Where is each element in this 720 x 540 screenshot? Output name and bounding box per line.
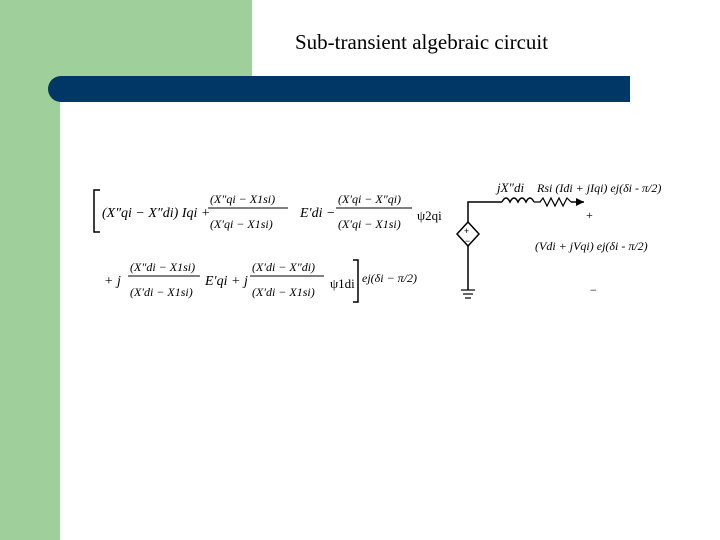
band-corner [60,102,82,124]
fraction-3-den: (X′di − X1si) [130,285,193,299]
source-plus: + [464,226,470,236]
left-bracket [94,190,100,232]
eq-term-1: (X″qi − X″di) Iqi + [102,206,211,221]
inductor-icon [502,198,534,202]
equation-figure [90,170,700,310]
eq-plus-j: + j [104,274,121,289]
minus-terminal: − [590,283,597,297]
resistor-icon [534,198,571,206]
eq-exponential: ej(δi − π/2) [362,271,418,285]
current-label: Rsi (Idi + jIqi) ej(δi - π/2) [537,181,662,195]
fraction-1-den: (X′qi − X1si) [210,217,273,231]
eq-psi-1di: ψ1di [330,276,355,291]
voltage-label: (Vdi + jVqi) ej(δi - π/2) [535,239,648,253]
eq-e-di: E′di − [300,206,336,221]
header-band [48,76,630,102]
current-arrow-icon [576,198,584,206]
equation-svg [90,170,700,310]
circuit-diagram [457,180,661,298]
fraction-3-num: (X″di − X1si) [130,260,196,274]
fraction-4-num: (X′di − X″di) [252,260,316,274]
eq-psi-2qi: ψ2qi [417,208,442,223]
fraction-2-num: (X′qi − X″qi) [338,192,402,206]
slide-title: Sub-transient algebraic circuit [295,30,549,54]
fraction-1-num: (X″qi − X1si) [210,192,276,206]
eq-e-qi: E′qi + j [205,274,248,289]
source-minus: − [465,236,471,246]
fraction-4-den: (X′di − X1si) [252,285,315,299]
circuit-wire [468,202,502,290]
fraction-2-den: (X′qi − X1si) [338,217,401,231]
reactance-label: jX″di [497,180,525,195]
plus-terminal: + [586,208,593,222]
